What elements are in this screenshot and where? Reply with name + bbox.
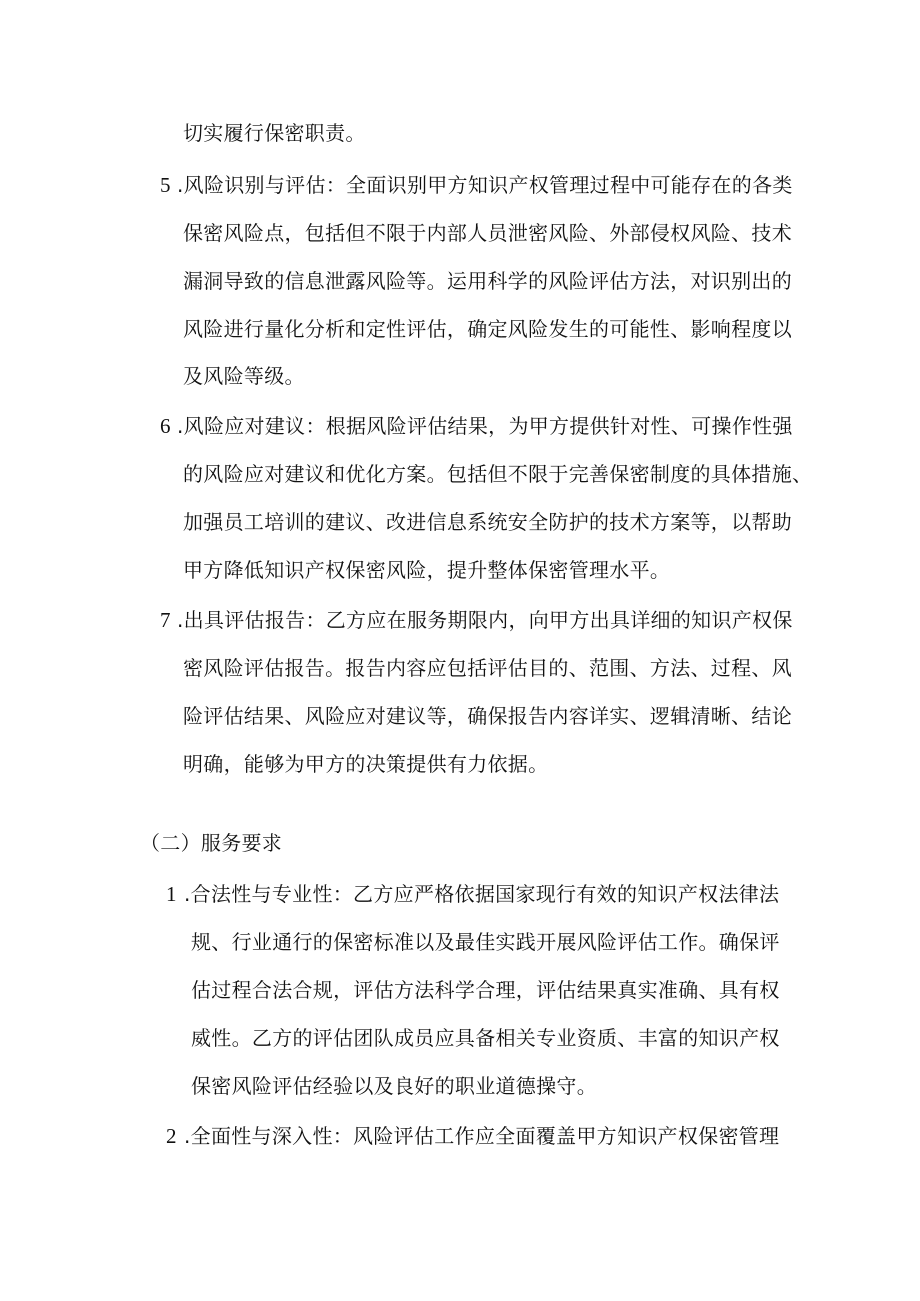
paragraph-line: 保密风险点，包括但不限于内部人员泄密风险、外部侵权风险、技术 <box>183 221 792 245</box>
paragraph-line: 威性。乙方的评估团队成员应具备相关专业资质、丰富的知识产权 <box>191 1026 780 1050</box>
paragraph-line: 切实履行保密职责。 <box>183 121 366 145</box>
paragraph-line: 风险进行量化分析和定性评估，确定风险发生的可能性、影响程度以 <box>183 317 792 341</box>
list-number: 2 <box>166 1124 177 1148</box>
paragraph-line: .全面性与深入性：风险评估工作应全面覆盖甲方知识产权保密管理 <box>184 1124 780 1148</box>
paragraph-line: 险评估结果、风险应对建议等，确保报告内容详实、逻辑清晰、结论 <box>183 704 792 728</box>
paragraph-line: .出具评估报告：乙方应在服务期限内，向甲方出具详细的知识产权保 <box>177 608 793 632</box>
list-number: 1 <box>166 882 177 906</box>
paragraph-line: 密风险评估报告。报告内容应包括评估目的、范围、方法、过程、风 <box>183 656 792 680</box>
paragraph-line: 明确，能够为甲方的决策提供有力依据。 <box>183 752 549 776</box>
paragraph-line: 漏洞导致的信息泄露风险等。运用科学的风险评估方法，对识别出的 <box>183 269 792 293</box>
paragraph-line: .合法性与专业性：乙方应严格依据国家现行有效的知识产权法律法 <box>184 882 780 906</box>
paragraph-line: 加强员工培训的建议、改进信息系统安全防护的技术方案等，以帮助 <box>183 510 792 534</box>
paragraph-line: .风险识别与评估：全面识别甲方知识产权管理过程中可能存在的各类 <box>177 173 793 197</box>
paragraph-line: 的风险应对建议和优化方案。包括但不限于完善保密制度的具体措施、 <box>183 462 813 486</box>
list-number: 6 <box>160 414 171 438</box>
paragraph-line: 保密风险评估经验以及良好的职业道德操守。 <box>191 1074 597 1098</box>
list-number: 7 <box>160 608 171 632</box>
paragraph-line: 及风险等级。 <box>183 364 305 388</box>
paragraph-line: 规、行业通行的保密标准以及最佳实践开展风险评估工作。确保评 <box>191 930 780 954</box>
section-heading: （二）服务要求 <box>140 831 283 855</box>
paragraph-line: 甲方降低知识产权保密风险，提升整体保密管理水平。 <box>183 558 671 582</box>
paragraph-line: 估过程合法合规，评估方法科学合理，评估结果真实准确、具有权 <box>191 978 780 1002</box>
paragraph-line: .风险应对建议：根据风险评估结果，为甲方提供针对性、可操作性强 <box>177 414 793 438</box>
list-number: 5 <box>160 173 171 197</box>
